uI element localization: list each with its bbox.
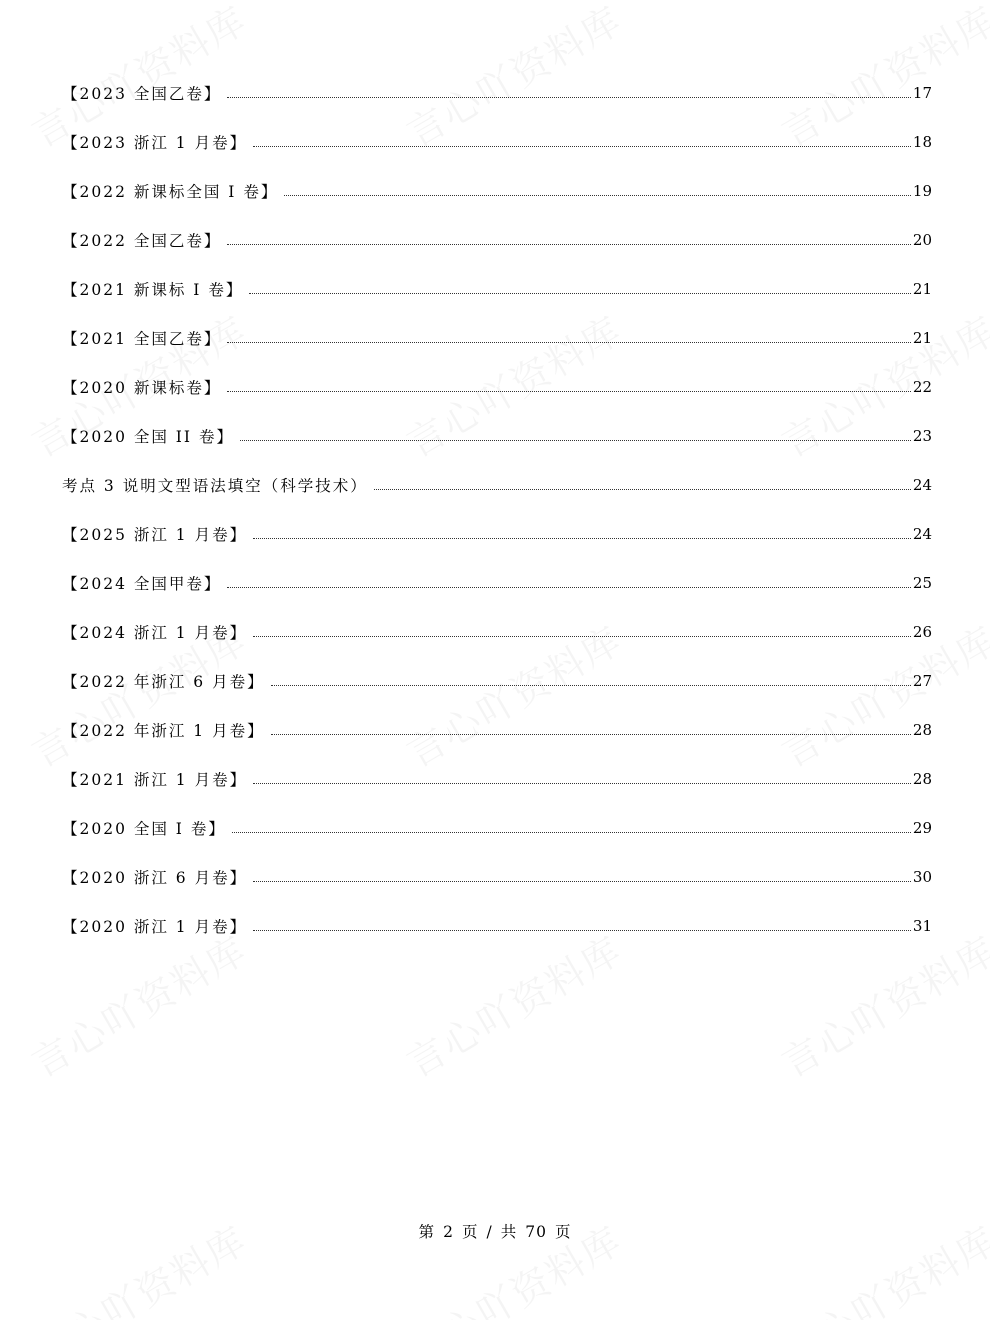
toc-entry-title: 【2021 新课标 I 卷】 xyxy=(62,280,244,299)
toc-entry[interactable] xyxy=(62,558,932,607)
toc-entry-title: 【2023 浙江 1 月卷】 xyxy=(62,133,248,152)
toc-entry-page: 28 xyxy=(912,720,932,739)
toc-leader-dots xyxy=(374,489,911,490)
toc-entry[interactable] xyxy=(62,656,932,705)
toc-entry[interactable] xyxy=(62,215,932,264)
toc-entry[interactable] xyxy=(62,705,932,754)
footer-separator: / xyxy=(486,1223,493,1241)
toc-entry[interactable] xyxy=(62,68,932,117)
toc-leader-dots xyxy=(253,881,911,882)
toc-entry-title: 【2022 年浙江 6 月卷】 xyxy=(62,672,265,691)
toc-entry-page: 23 xyxy=(912,426,932,445)
toc-leader-dots xyxy=(227,342,911,343)
toc-leader-dots xyxy=(271,734,911,735)
toc-entry-title: 【2023 全国乙卷】 xyxy=(62,84,222,103)
toc-entry-title: 【2024 全国甲卷】 xyxy=(62,574,222,593)
footer-total-pages: 70 xyxy=(525,1223,547,1241)
toc-entry-page: 20 xyxy=(912,230,932,249)
toc-entry-page: 25 xyxy=(912,573,932,592)
toc-leader-dots xyxy=(232,832,911,833)
toc-entry[interactable] xyxy=(62,411,932,460)
toc-entry-page: 22 xyxy=(912,377,932,396)
toc-leader-dots xyxy=(253,930,911,931)
toc-leader-dots xyxy=(249,293,911,294)
toc-entry-title: 【2021 全国乙卷】 xyxy=(62,329,222,348)
toc-entry[interactable] xyxy=(62,166,932,215)
toc-entry-page: 29 xyxy=(912,818,932,837)
toc-entry[interactable] xyxy=(62,852,932,901)
toc-entry-title: 【2020 新课标卷】 xyxy=(62,378,222,397)
toc-entry-page: 19 xyxy=(912,181,932,200)
toc-entry-page: 28 xyxy=(912,769,932,788)
toc-entry-page: 17 xyxy=(912,83,932,102)
toc-entry-page: 21 xyxy=(912,328,932,347)
toc-entry-title: 【2020 浙江 6 月卷】 xyxy=(62,868,248,887)
table-of-contents xyxy=(62,68,932,950)
toc-entry[interactable] xyxy=(62,362,932,411)
toc-entry[interactable] xyxy=(62,117,932,166)
toc-leader-dots xyxy=(271,685,911,686)
toc-entry-title: 【2020 全国 I 卷】 xyxy=(62,819,226,838)
toc-entry[interactable] xyxy=(62,607,932,656)
toc-entry-title: 【2022 全国乙卷】 xyxy=(62,231,222,250)
toc-leader-dots xyxy=(253,538,911,539)
footer-total-suffix: 页 xyxy=(554,1223,572,1241)
toc-entry[interactable] xyxy=(62,509,932,558)
toc-entry-title: 【2022 新课标全国 I 卷】 xyxy=(62,182,279,201)
toc-entry-page: 31 xyxy=(912,916,932,935)
toc-entry-page: 24 xyxy=(912,524,932,543)
toc-entry-title: 【2025 浙江 1 月卷】 xyxy=(62,525,248,544)
toc-leader-dots xyxy=(227,97,911,98)
toc-entry-title: 【2020 浙江 1 月卷】 xyxy=(62,917,248,936)
toc-entry-page: 18 xyxy=(912,132,932,151)
toc-leader-dots xyxy=(227,391,911,392)
toc-entry-title: 考点 3 说明文型语法填空（科学技术） xyxy=(62,476,368,495)
toc-entry[interactable] xyxy=(62,313,932,362)
toc-entry-title: 【2020 全国 II 卷】 xyxy=(62,427,234,446)
toc-leader-dots xyxy=(284,195,911,196)
toc-leader-dots xyxy=(227,244,911,245)
toc-leader-dots xyxy=(240,440,911,441)
footer-current-page: 2 xyxy=(443,1223,454,1241)
toc-entry-title: 【2021 浙江 1 月卷】 xyxy=(62,770,248,789)
toc-leader-dots xyxy=(253,636,911,637)
toc-leader-dots xyxy=(253,146,911,147)
toc-entry-title: 【2022 年浙江 1 月卷】 xyxy=(62,721,265,740)
toc-entry-page: 27 xyxy=(912,671,932,690)
toc-entry-page: 26 xyxy=(912,622,932,641)
toc-entry[interactable] xyxy=(62,901,932,950)
toc-entry[interactable] xyxy=(62,803,932,852)
footer-page-word: 页 xyxy=(461,1223,479,1241)
toc-entry[interactable] xyxy=(62,754,932,803)
toc-section-heading[interactable] xyxy=(62,460,932,509)
toc-leader-dots xyxy=(227,587,911,588)
page-footer xyxy=(0,1220,990,1242)
toc-leader-dots xyxy=(253,783,911,784)
footer-total-prefix: 共 xyxy=(500,1223,518,1241)
toc-entry[interactable] xyxy=(62,264,932,313)
toc-entry-page: 24 xyxy=(912,475,932,494)
toc-entry-page: 21 xyxy=(912,279,932,298)
toc-entry-page: 30 xyxy=(912,867,932,886)
footer-prefix: 第 xyxy=(418,1223,436,1241)
toc-entry-title: 【2024 浙江 1 月卷】 xyxy=(62,623,248,642)
